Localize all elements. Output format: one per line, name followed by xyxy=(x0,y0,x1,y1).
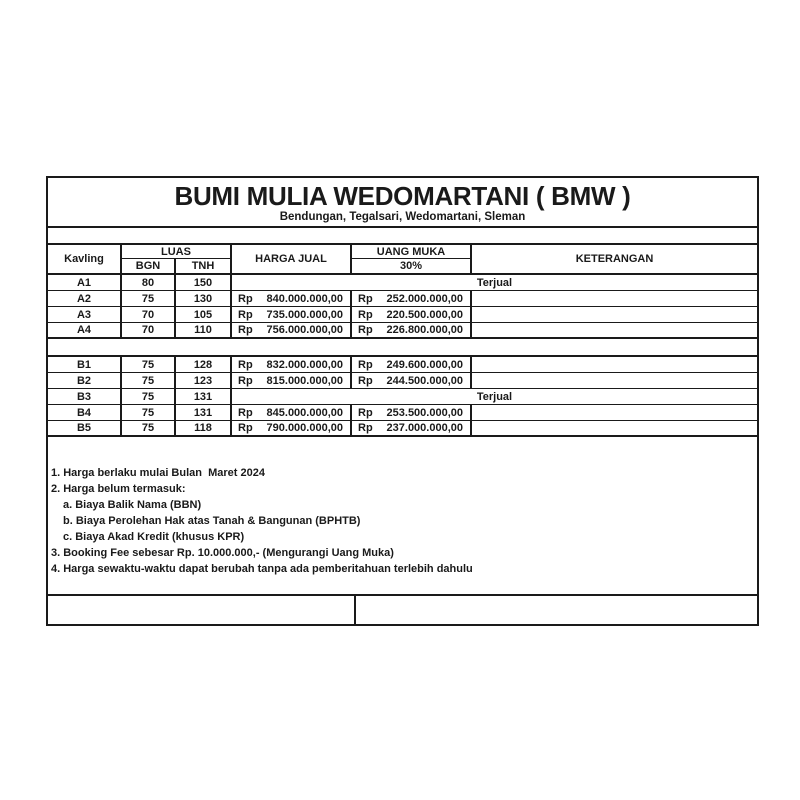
header-tnh: TNH xyxy=(176,259,232,273)
cell-keterangan xyxy=(472,421,757,435)
cell-kavling: B1 xyxy=(48,357,122,372)
cell-uang-muka xyxy=(352,373,472,388)
footer-right-cell xyxy=(356,596,757,624)
page-title: BUMI MULIA WEDOMARTANI ( BMW ) xyxy=(174,180,631,211)
cell-harga-jual xyxy=(232,323,352,337)
amount: 237.000.000,00 xyxy=(386,422,463,434)
cell-keterangan xyxy=(472,323,757,337)
currency-symbol: Rp xyxy=(238,374,253,387)
currency-symbol: Rp xyxy=(358,292,373,305)
cell-tnh: 128 xyxy=(176,357,232,372)
currency-symbol: Rp xyxy=(238,358,253,371)
table-row-a4 xyxy=(48,323,757,339)
cell-tnh: 105 xyxy=(176,307,232,322)
table-row-b2 xyxy=(48,373,757,389)
cell-harga-jual xyxy=(232,357,352,372)
cell-tnh: 131 xyxy=(176,405,232,420)
title-box xyxy=(48,178,757,228)
cell-keterangan xyxy=(472,405,757,420)
cell-tnh: 130 xyxy=(176,291,232,306)
cell-uang-muka xyxy=(352,307,472,322)
currency-symbol: Rp xyxy=(358,324,373,336)
amount: 249.600.000,00 xyxy=(386,358,463,371)
note-2b: b. Biaya Perolehan Hak atas Tanah & Bangunan (BPHTB) xyxy=(63,515,361,527)
cell-kavling: B2 xyxy=(48,373,122,388)
header-dp-percent: 30% xyxy=(352,259,472,273)
currency-symbol: Rp xyxy=(238,422,253,434)
amount: 252.000.000,00 xyxy=(386,292,463,305)
notes-section xyxy=(48,437,757,596)
cell-keterangan xyxy=(472,357,757,372)
note-1: 1. Harga berlaku mulai Bulan Maret 2024 xyxy=(51,467,265,479)
amount: 220.500.000,00 xyxy=(386,308,463,321)
cell-tnh: 123 xyxy=(176,373,232,388)
amount: 840.000.000,00 xyxy=(266,292,343,305)
table-row-b1 xyxy=(48,357,757,373)
cell-harga-jual xyxy=(232,291,352,306)
table-row-b5 xyxy=(48,421,757,437)
cell-tnh: 118 xyxy=(176,421,232,435)
note-3: 3. Booking Fee sebesar Rp. 10.000.000,- (Mengurangi Uang Muka) xyxy=(51,547,394,559)
cell-bgn: 75 xyxy=(122,389,176,404)
currency-symbol: Rp xyxy=(238,324,253,336)
footer-left-cell xyxy=(48,596,356,624)
note-2a: a. Biaya Balik Nama (BBN) xyxy=(63,499,202,511)
cell-bgn: 75 xyxy=(122,421,176,435)
table-row-a3 xyxy=(48,307,757,323)
header-luas: LUAS xyxy=(122,245,232,259)
cell-tnh: 131 xyxy=(176,389,232,404)
cell-kavling: B3 xyxy=(48,389,122,404)
cell-bgn: 70 xyxy=(122,307,176,322)
page-subtitle: Bendungan, Tegalsari, Wedomartani, Sleman xyxy=(279,210,526,223)
table-row-b4 xyxy=(48,405,757,421)
cell-keterangan xyxy=(472,373,757,388)
cell-tnh: 150 xyxy=(176,275,232,290)
footer-row xyxy=(48,596,757,624)
currency-symbol: Rp xyxy=(358,406,373,419)
currency-symbol: Rp xyxy=(358,358,373,371)
amount: 253.500.000,00 xyxy=(386,406,463,419)
header-uang-muka: UANG MUKA xyxy=(352,245,472,259)
cell-harga-jual xyxy=(232,421,352,435)
cell-kavling: B5 xyxy=(48,421,122,435)
cell-uang-muka xyxy=(352,357,472,372)
cell-kavling: A1 xyxy=(48,275,122,290)
currency-symbol: Rp xyxy=(238,406,253,419)
note-4: 4. Harga sewaktu-waktu dapat berubah tanpa ada pemberitahuan terlebih dahulu xyxy=(51,563,473,575)
block-spacer xyxy=(48,339,757,357)
header-keterangan: KETERANGAN xyxy=(575,253,654,265)
cell-bgn: 80 xyxy=(122,275,176,290)
cell-kavling: A3 xyxy=(48,307,122,322)
cell-uang-muka xyxy=(352,405,472,420)
amount: 790.000.000,00 xyxy=(266,422,343,434)
amount: 832.000.000,00 xyxy=(266,358,343,371)
cell-bgn: 75 xyxy=(122,373,176,388)
price-list-table xyxy=(46,176,759,626)
cell-harga-jual xyxy=(232,405,352,420)
cell-bgn: 75 xyxy=(122,405,176,420)
currency-symbol: Rp xyxy=(358,308,373,321)
amount: 845.000.000,00 xyxy=(266,406,343,419)
cell-harga-jual xyxy=(232,373,352,388)
amount: 815.000.000,00 xyxy=(266,374,343,387)
cell-bgn: 75 xyxy=(122,291,176,306)
table-row-b3 xyxy=(48,389,757,405)
amount: 244.500.000,00 xyxy=(386,374,463,387)
title-header-gap xyxy=(48,228,757,243)
cell-uang-muka xyxy=(352,323,472,337)
cell-keterangan xyxy=(472,291,757,306)
note-2c: c. Biaya Akad Kredit (khusus KPR) xyxy=(63,531,245,543)
cell-uang-muka xyxy=(352,421,472,435)
currency-symbol: Rp xyxy=(238,308,253,321)
header-harga-jual: HARGA JUAL xyxy=(232,245,352,273)
cell-keterangan xyxy=(472,307,757,322)
amount: 735.000.000,00 xyxy=(266,308,343,321)
cell-sold-status: Terjual xyxy=(476,276,513,289)
table-row-a2 xyxy=(48,291,757,307)
cell-bgn: 70 xyxy=(122,323,176,337)
cell-tnh: 110 xyxy=(176,323,232,337)
currency-symbol: Rp xyxy=(358,422,373,434)
cell-kavling: A4 xyxy=(48,323,122,337)
currency-symbol: Rp xyxy=(358,374,373,387)
cell-bgn: 75 xyxy=(122,357,176,372)
header-bgn: BGN xyxy=(122,259,176,273)
amount: 756.000.000,00 xyxy=(266,324,343,336)
cell-kavling: B4 xyxy=(48,405,122,420)
cell-harga-jual xyxy=(232,307,352,322)
cell-uang-muka xyxy=(352,291,472,306)
note-2: 2. Harga belum termasuk: xyxy=(51,483,186,495)
table-row-a1 xyxy=(48,275,757,291)
cell-kavling: A2 xyxy=(48,291,122,306)
table-header xyxy=(48,243,757,275)
currency-symbol: Rp xyxy=(238,292,253,305)
header-kavling: Kavling xyxy=(48,245,122,273)
amount: 226.800.000,00 xyxy=(386,324,463,336)
cell-sold-status: Terjual xyxy=(476,390,513,403)
